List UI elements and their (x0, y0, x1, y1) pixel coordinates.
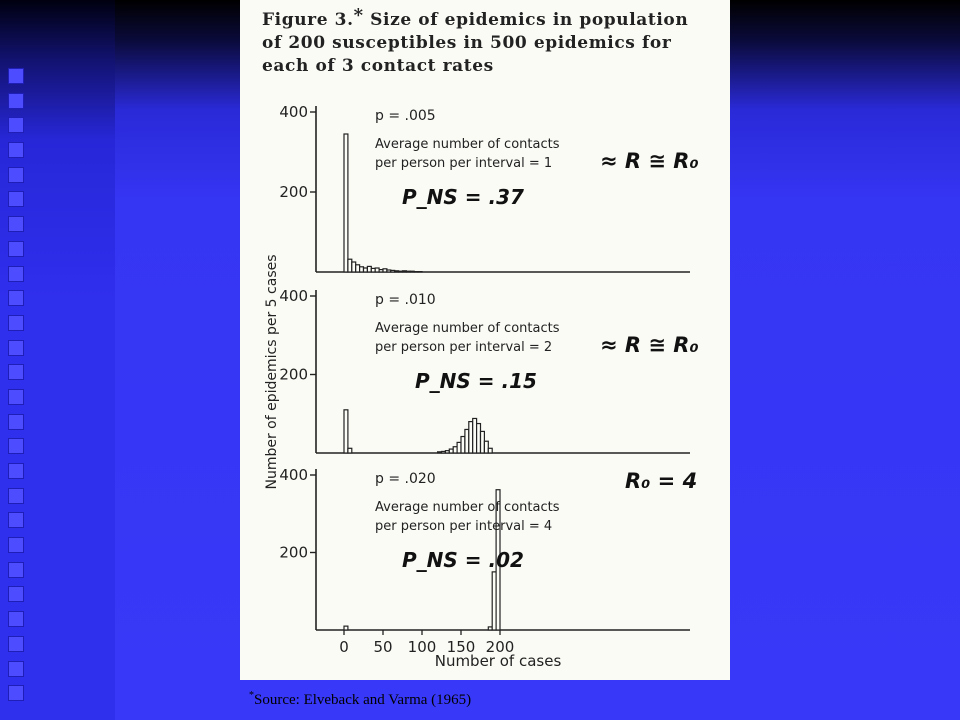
handwritten-p-note: P_NS = .37 (402, 185, 524, 209)
handwritten-p-note: P_NS = .02 (402, 548, 524, 572)
decorative-square (8, 117, 24, 133)
contacts-label-line2: per person per interval = 2 (375, 340, 553, 355)
decorative-square (8, 142, 24, 158)
p-label: p = .005 (375, 108, 436, 124)
x-tick-label: 0 (339, 638, 349, 656)
decorative-square (8, 389, 24, 405)
source-citation (249, 690, 471, 709)
decorative-square (8, 685, 24, 701)
caption-figure-number: Figure 3. (262, 10, 354, 30)
y-tick-label: 400 (279, 103, 308, 121)
contacts-label-line1: Average number of contacts (375, 137, 560, 152)
contacts-label-line2: per person per interval = 4 (375, 519, 553, 534)
left-decorative-band (0, 0, 115, 720)
y-tick-label: 200 (279, 543, 308, 562)
decorative-square (8, 414, 24, 430)
histogram-bar (344, 410, 348, 453)
p-label: p = .020 (375, 471, 436, 487)
histogram-bar (348, 448, 352, 453)
decorative-square (8, 463, 24, 479)
y-tick-label: 400 (279, 466, 308, 484)
decorative-squares (8, 68, 26, 710)
x-tick-label: 50 (373, 638, 393, 656)
contacts-label-line1: Average number of contacts (375, 500, 560, 515)
histogram-bar (344, 626, 348, 630)
y-tick-label: 400 (279, 287, 308, 305)
decorative-square (8, 611, 24, 627)
decorative-square (8, 191, 24, 207)
decorative-square (8, 340, 24, 356)
decorative-square (8, 562, 24, 578)
decorative-square (8, 438, 24, 454)
decorative-square (8, 315, 24, 331)
y-tick-label: 200 (279, 183, 308, 201)
decorative-square (8, 512, 24, 528)
decorative-square (8, 364, 24, 380)
handwritten-r-note: ≈ R ≅ R₀ (600, 333, 699, 357)
y-axis-title: Number of epidemics per 5 cases (264, 254, 280, 490)
epidemic-size-histograms (240, 0, 730, 680)
x-tick-label: 200 (485, 638, 515, 656)
decorative-square (8, 241, 24, 257)
decorative-square (8, 266, 24, 282)
x-tick-label: 100 (407, 638, 437, 656)
decorative-square (8, 216, 24, 232)
caption-text: Size of epidemics in population of 200 susceptibles in 500 epidemics for each of 3 contact rates (262, 10, 689, 76)
x-axis-title: Number of cases (434, 652, 562, 670)
p-label: p = .010 (375, 292, 436, 308)
decorative-square (8, 537, 24, 553)
source-text: Source: Elveback and Varma (1965) (254, 692, 472, 708)
decorative-square (8, 93, 24, 109)
decorative-square (8, 167, 24, 183)
contacts-label-line2: per person per interval = 1 (375, 156, 553, 171)
handwritten-r-note: ≈ R ≅ R₀ (600, 149, 699, 173)
decorative-square (8, 661, 24, 677)
decorative-square (8, 290, 24, 306)
decorative-square (8, 586, 24, 602)
x-tick-label: 150 (446, 638, 476, 656)
handwritten-r-note: R₀ = 4 (625, 469, 698, 493)
histogram-bar (488, 448, 492, 453)
decorative-square (8, 636, 24, 652)
caption-star: * (353, 5, 364, 26)
source-marker: * (249, 690, 254, 701)
y-tick-label: 200 (279, 365, 308, 384)
handwritten-p-note: P_NS = .15 (415, 369, 537, 393)
decorative-square (8, 488, 24, 504)
histogram-bar (344, 134, 348, 272)
contacts-label-line1: Average number of contacts (375, 321, 560, 336)
decorative-square (8, 68, 24, 84)
